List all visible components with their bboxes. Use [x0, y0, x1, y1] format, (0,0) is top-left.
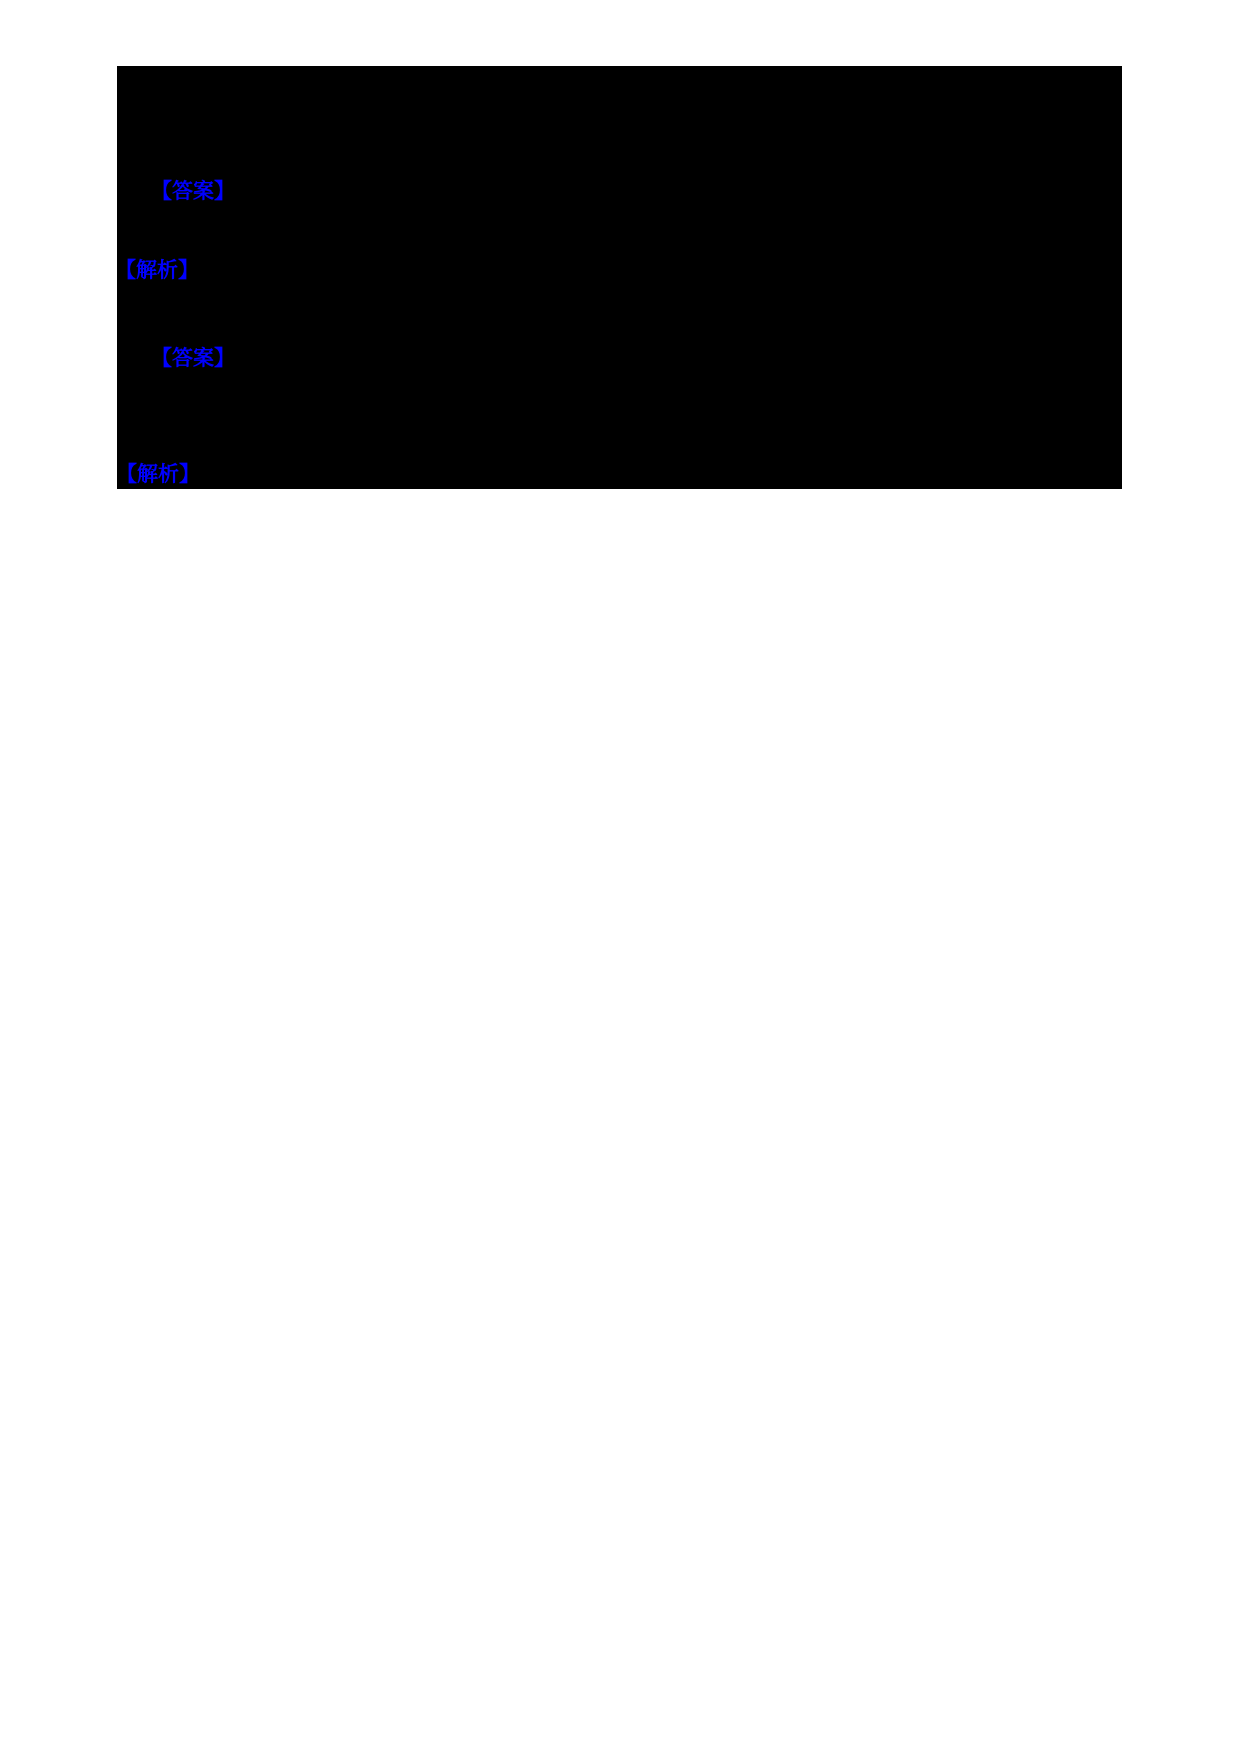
- answer-label-2: 【答案】: [151, 347, 235, 370]
- analysis-label-2: 【解析】: [116, 463, 200, 486]
- redacted-content-block: [117, 66, 1122, 489]
- analysis-label-1: 【解析】: [115, 259, 199, 282]
- answer-label-1: 【答案】: [151, 180, 235, 203]
